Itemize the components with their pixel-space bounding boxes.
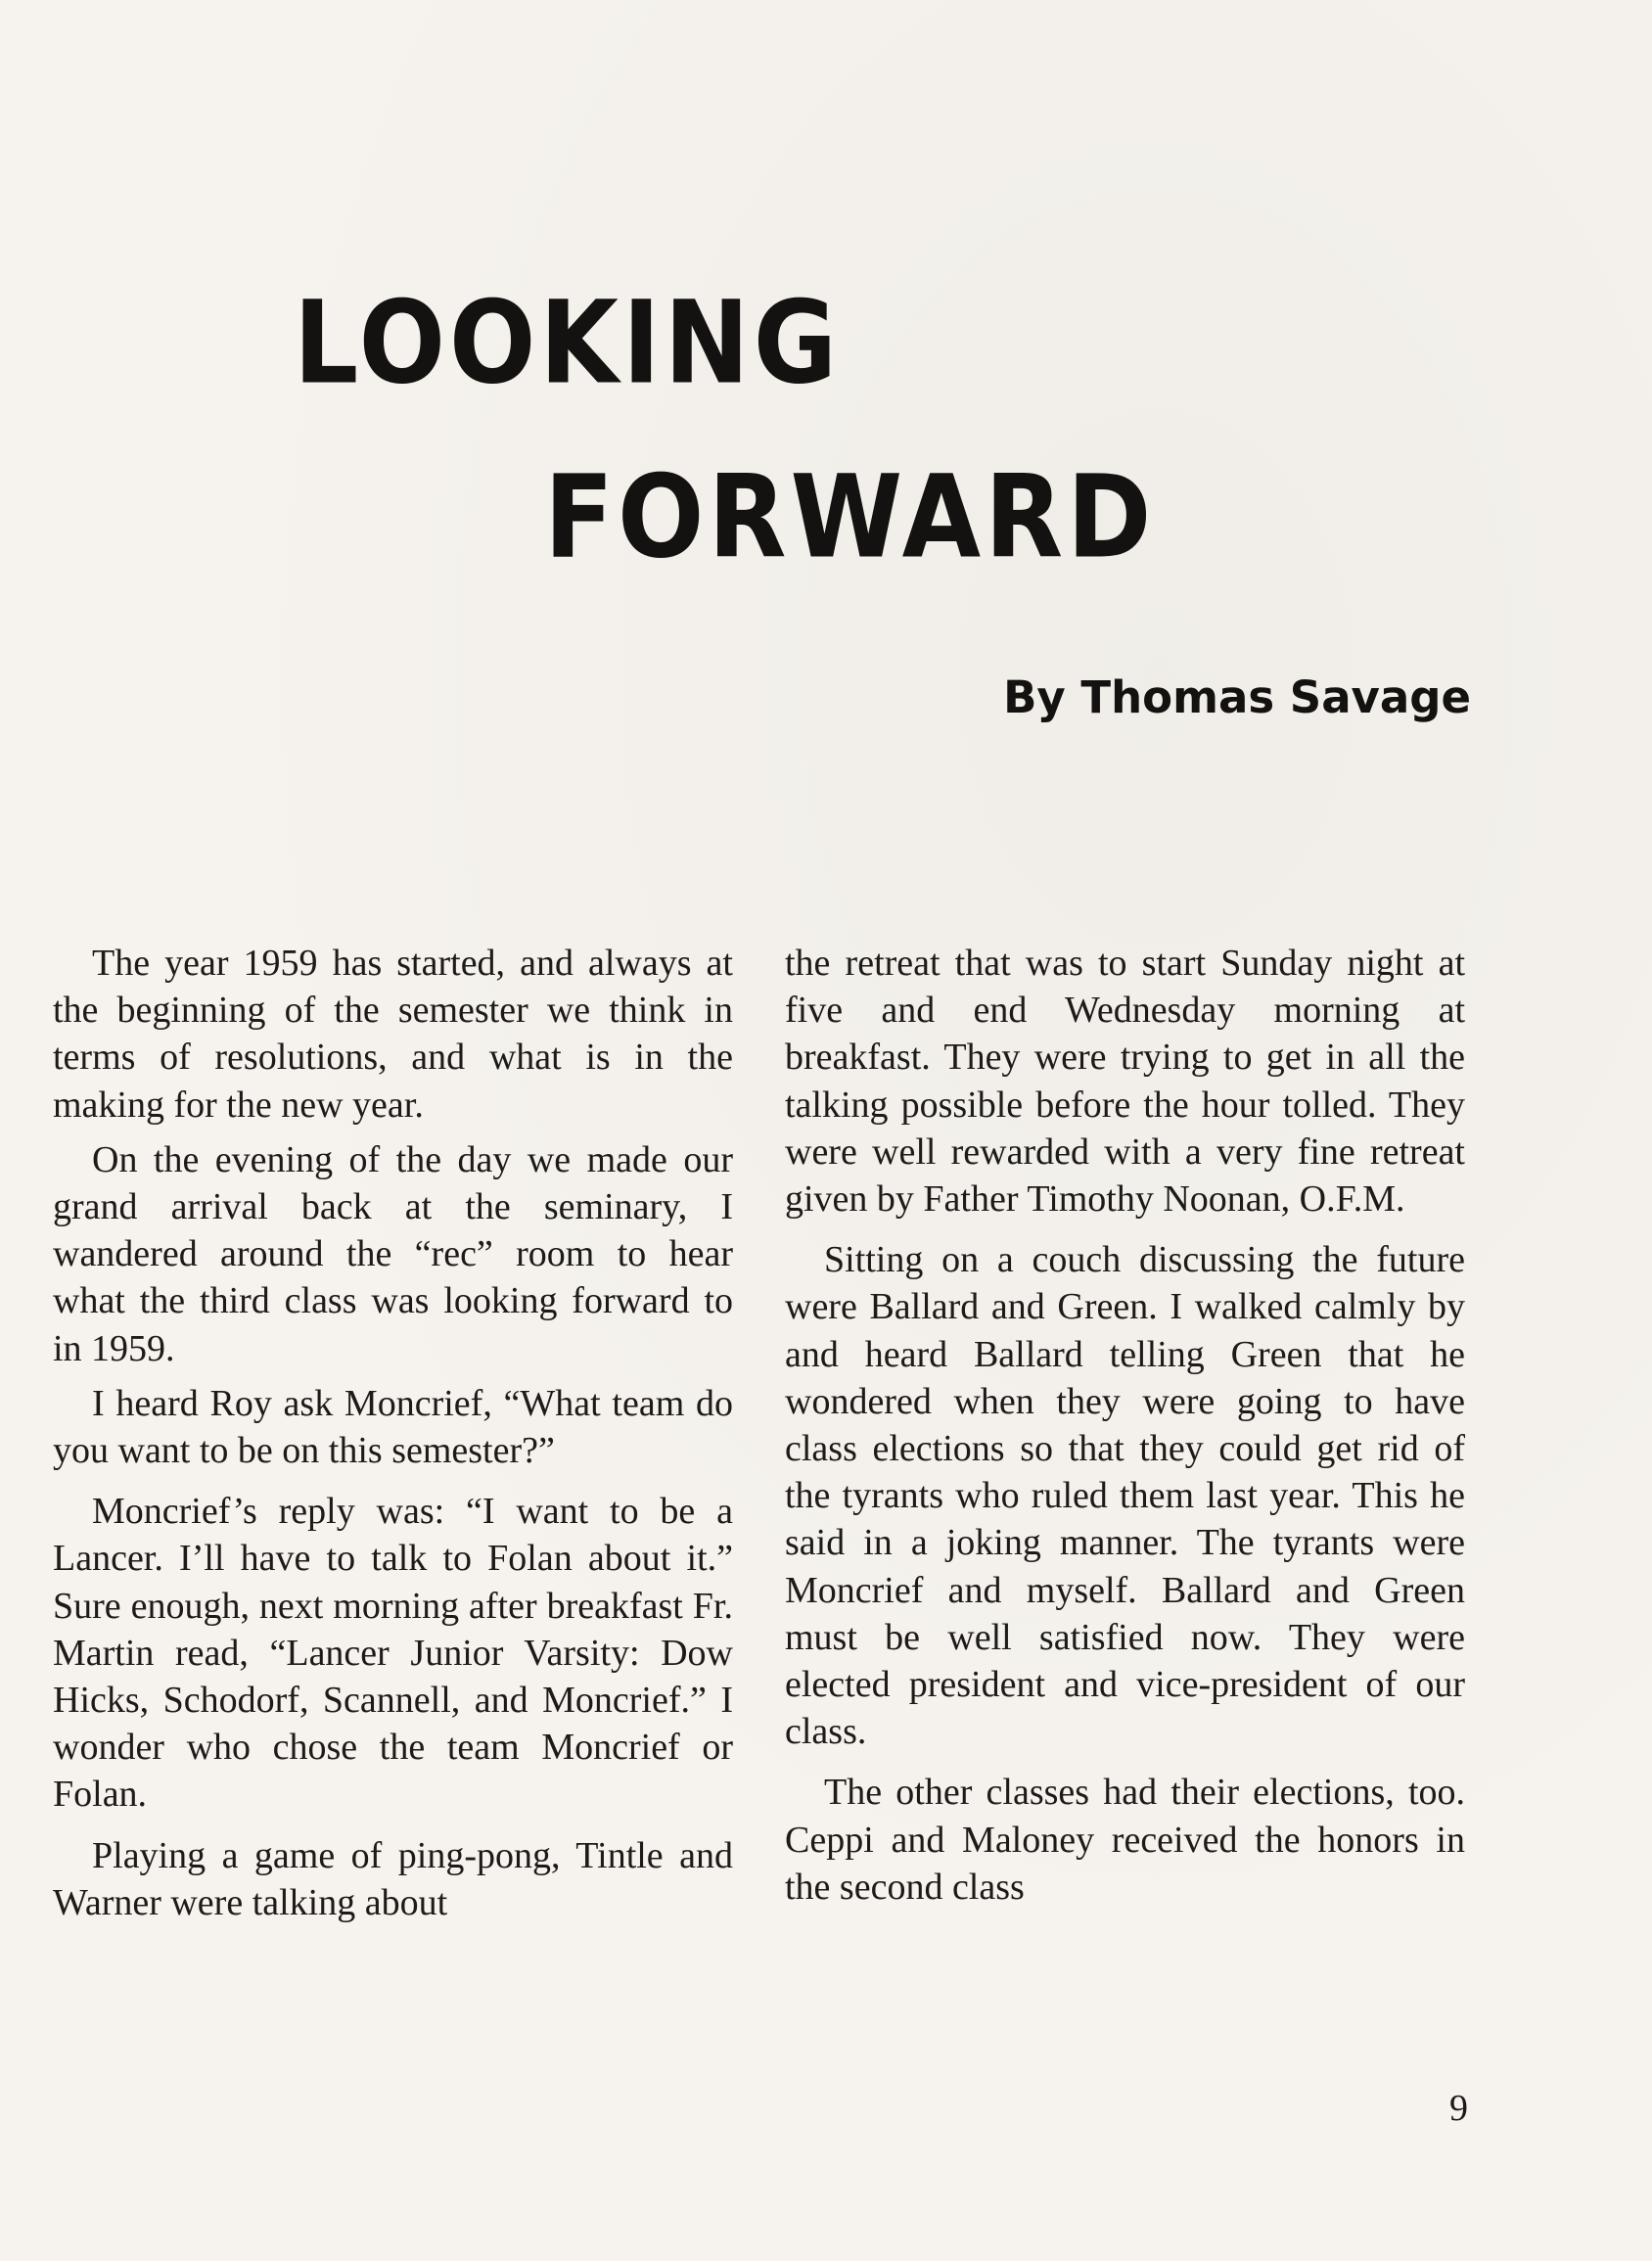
paragraph-arrival: On the evening of the day we made our grand arrival back at the seminary, I wandered around the “rec” room to hear what the third class was looking forward to in 1959. xyxy=(53,1138,733,1369)
article-title-line-1: LOOKING xyxy=(294,275,842,410)
paragraph-other-classes: The other classes had their elections, too. Ceppi and Maloney received the honors in the second class xyxy=(785,1772,1465,1908)
right-text-column xyxy=(785,940,1465,1918)
page-number: 9 xyxy=(1449,2088,1468,2129)
paragraph-retreat: the retreat that was to start Sunday night at five and end Wednesday morning at breakfast. They were trying to get in all the talking possible before the hour tolled. They were well rewarded with a very fine retreat given by Father Timothy Noonan, O.F.M. xyxy=(785,943,1465,1221)
paragraph-moncrief-reply: Moncrief’s reply was: “I want to be a Lancer. I’ll have to talk to Folan about it.” Sure enough, next morning after breakfast Fr. Martin read, “Lancer Junior Varsity: Dow Hicks, Schodorf, Scannell, and Moncrief.” I wonder who chose the team Moncrief or Folan. xyxy=(53,1491,733,1816)
paragraph-ping-pong: Playing a game of ping-pong, Tintle and Warner were talking about xyxy=(53,1834,733,1923)
article-title-line-2: FORWARD xyxy=(544,449,1156,584)
author-byline: By Thomas Savage xyxy=(1003,671,1471,723)
paragraph-roy-question: I heard Roy ask Moncrief, “What team do you want to be on this semester?” xyxy=(53,1382,733,1472)
paragraph-couch: Sitting on a couch discussing the future were Ballard and Green. I walked calmly by and heard Ballard telling Green that he wondered when they were going to have class elections so that they could get rid of the tyrants who ruled them last year. This he said in a joking manner. The tyrants were Moncrief and myself. Ballard and Green must be well satisfied now. They were elected president and vice-president of our class. xyxy=(785,1239,1465,1753)
left-text-column xyxy=(53,940,733,1934)
paragraph-intro: The year 1959 has started, and always at the beginning of the semester we think in terms of resolutions, and what is in the making for the new year. xyxy=(53,943,733,1126)
